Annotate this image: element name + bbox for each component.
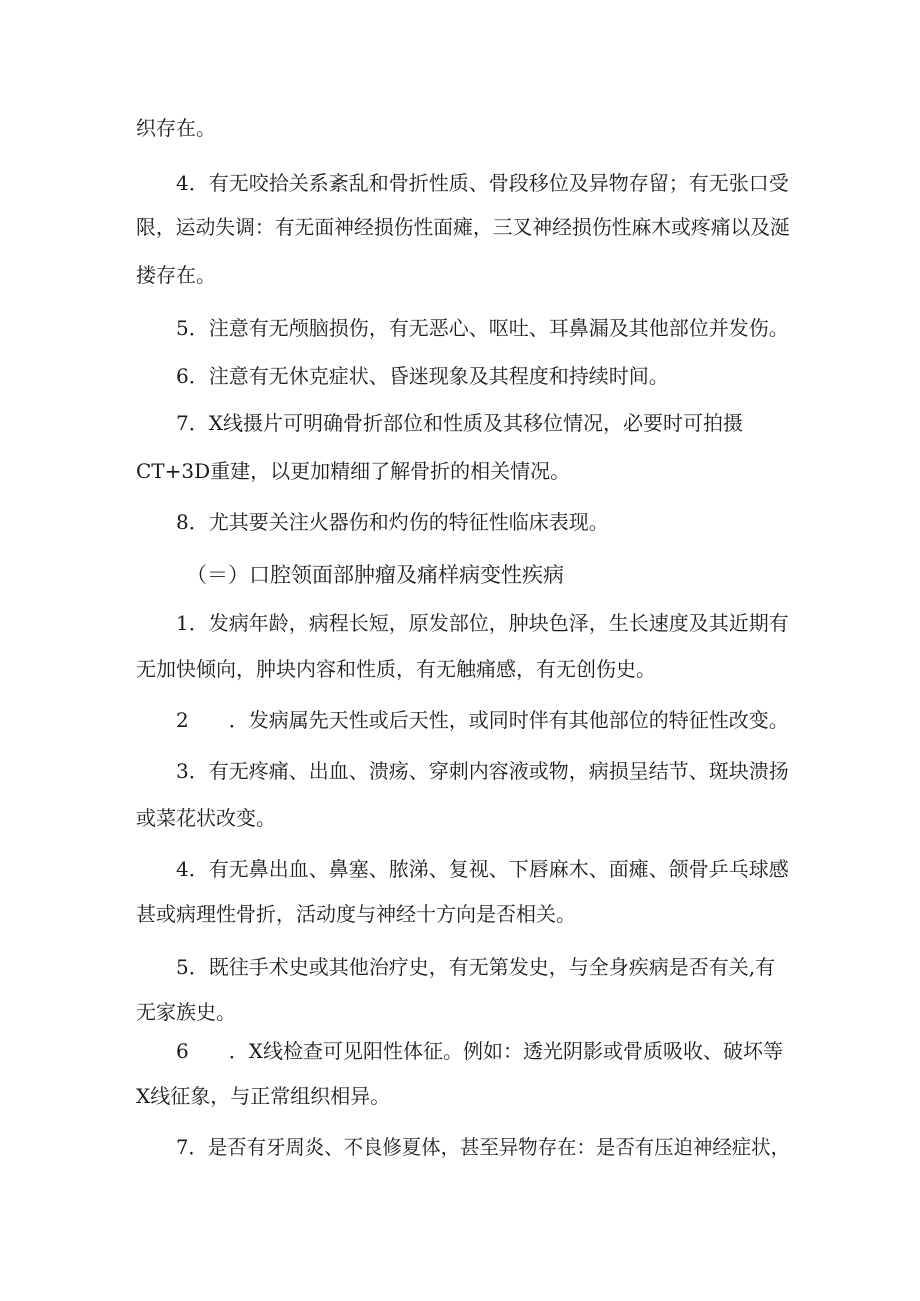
paragraph-line: 8．尤其要关注火器伤和灼伤的特征性临床表现。 bbox=[176, 510, 609, 534]
paragraph-line: 4．有无鼻出血、鼻塞、脓涕、复视、下唇麻木、面瘫、颌骨乒乓球感 bbox=[176, 857, 789, 881]
paragraph-line: 2 ．发病属先天性或后天性，或同时伴有其他部位的特征性改变。 bbox=[176, 708, 789, 732]
paragraph-line: 6 ．X线检查可见阳性体征。例如：透光阴影或骨质吸收、破坏等 bbox=[176, 1039, 783, 1063]
paragraph-line: 1．发病年龄，病程长短，原发部位，肿块色泽，生长速度及其近期有 bbox=[176, 611, 789, 635]
paragraph-line: 搂存在。 bbox=[136, 263, 216, 287]
section-heading: （＝）口腔领面部肿瘤及痛样病变性疾病 bbox=[186, 563, 564, 587]
paragraph-line: 7．X线摄片可明确骨折部位和性质及其移位情况，必要时可拍摄 bbox=[176, 411, 743, 435]
paragraph-line: 6．注意有无休克症状、昏迷现象及其程度和持续时间。 bbox=[176, 364, 669, 388]
paragraph-line: 5．既往手术史或其他治疗史，有无第发史，与全身疾病是否有关,有 bbox=[176, 955, 776, 979]
paragraph-line: CT+3D重建，以更加精细了解骨折的相关情况。 bbox=[136, 459, 571, 483]
paragraph-line: 甚或病理性骨折，活动度与神经十方向是否相关。 bbox=[136, 902, 576, 926]
paragraph-line: 7．是否有牙周炎、不良修夏体，甚至异物存在：是否有压迫神经症状， bbox=[176, 1135, 791, 1159]
paragraph-line: 无加快倾向，肿块内容和性质，有无触痛感，有无创伤史。 bbox=[136, 657, 656, 681]
paragraph-line: X线征象，与正常组织相异。 bbox=[136, 1084, 391, 1108]
paragraph-line: 3．有无疼痛、出血、溃疡、穿刺内容液或物，病损呈结节、斑块溃扬 bbox=[176, 759, 789, 783]
paragraph-line: 5．注意有无颅脑损伤，有无恶心、呕吐、耳鼻漏及其他部位并发伤。 bbox=[176, 316, 789, 340]
paragraph-line: 或菜花状改变。 bbox=[136, 806, 276, 830]
paragraph-line: 织存在。 bbox=[136, 116, 216, 140]
paragraph-line: 4．有无咬拾关系紊乱和骨折性质、骨段移位及异物存留；有无张口受 bbox=[176, 171, 789, 195]
paragraph-line: 限，运动失调：有无面神经损伤性面瘫，三叉神经损伤性麻木或疼痛以及涎 bbox=[136, 215, 790, 239]
paragraph-line: 无家族史。 bbox=[136, 1000, 236, 1024]
